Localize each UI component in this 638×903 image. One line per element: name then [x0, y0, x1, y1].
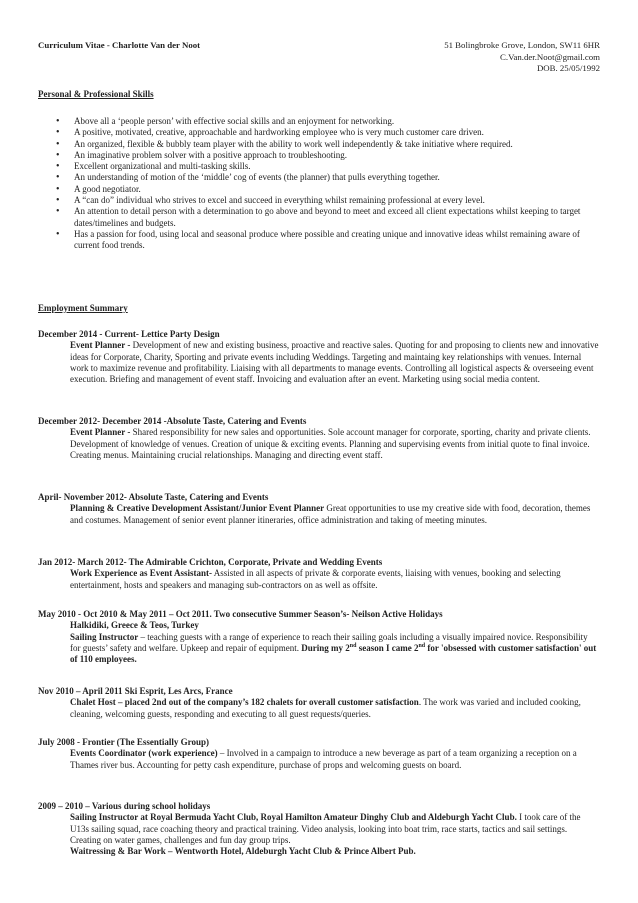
job-entry [38, 801, 600, 857]
job-role: Event Planner - [70, 427, 131, 438]
job-location: Halkidiki, Greece & Teos, Turkey [70, 620, 199, 631]
skill-item: • A “can do” individual who strives to excel and succeed in everything whilst remaining professional at every level. [38, 195, 598, 206]
employment-title: Employment Summary [38, 303, 128, 313]
job-achievement: for 'obsessed with customer satisfaction' out of 110 employees. [70, 642, 597, 665]
skill-item: • An imaginative problem solver with a positive approach to troubleshooting. [38, 150, 598, 161]
skill-item: • A good negotiator. [38, 184, 598, 195]
skill-item: • A positive, motivated, creative, approachable and hardworking employee who is very much customer care driven. [38, 127, 598, 138]
job-heading: December 2012- December 2014 -Absolute Taste, Catering and Events [38, 416, 307, 426]
skill-item: • Has a passion for food, using local and seasonal produce where possible and creating unique and innovative ideas whilst remaining aware of current food trends. [38, 229, 598, 252]
job-entry [38, 329, 600, 385]
job-entry [38, 492, 600, 526]
job-role: Waitressing & Bar Work – Wentworth Hotel, Aldeburgh Yacht Club & Prince Albert Pub. [70, 846, 416, 857]
job-role: Planning & Creative Development Assistant/Junior Event Planner [70, 503, 325, 514]
skills-title: Personal & Professional Skills [38, 89, 154, 99]
job-description: . The work was varied and included cooking, cleaning, welcoming guests, responding and executing to all guest requests/queries. [70, 697, 581, 719]
job-description: I took care of the U13s sailing squad, race coaching theory and practical training. Video analysis, looking into boat trim, race starts, tactics and sail settings. Creating on water games, challenges and fun day group trips. [70, 812, 581, 845]
job-heading: April- November 2012- Absolute Taste, Catering and Events [38, 492, 269, 502]
job-description: Assisted in all aspects of private & corporate events, liaising with venues, booking and selecting entertainment, hosts and speakers and managing sub-contractors on as well as offsite. [70, 568, 561, 590]
job-description: Great opportunities to use my creative side with food, decoration, themes and costumes. Management of senior event planner itineraries, office administration and taking of meeting minutes. [70, 503, 591, 525]
job-role: Sailing Instructor at Royal Bermuda Yacht Club, Royal Hamilton Amateur Dinghy Club and Aldeburgh Yacht Club. [70, 812, 517, 823]
job-role: Events Coordinator (work experience) [70, 748, 218, 759]
job-heading: Jan 2012- March 2012- The Admirable Crichton, Corporate, Private and Wedding Events [38, 557, 383, 567]
skill-item: • Excellent organizational and multi-tasking skills. [38, 161, 598, 172]
job-role: Chalet Host – placed 2nd out of the company’s 182 chalets for overall customer satisfaction [70, 697, 419, 708]
job-entry [38, 557, 600, 591]
job-heading: July 2008 - Frontier (The Essentially Group) [38, 737, 210, 747]
skill-item: • An understanding of motion of the ‘middle’ cog of events (the planner) that pulls everything together. [38, 172, 598, 183]
email: C.Van.der.Noot@gmail.com [500, 51, 600, 62]
skill-item: • Above all a ‘people person’ with effective social skills and an enjoyment for networking. [38, 116, 598, 127]
job-role: Sailing Instructor [70, 631, 139, 642]
skill-item: • An attention to detail person with a determination to go above and beyond to meet and exceed all client expectations whilst keeping to target dates/timelines and budgets. [38, 206, 598, 229]
job-entry: May 2010 - Oct 2010 & May 2011 – Oct 2011. Two consecutive Summer Season’s- Neilson Active Holidays Halkidiki, Greece & Teos, Turkey Sailing Instructor – teaching guests with a range of experience to reach their sailing goals including a visually impaired novice. Responsibility for guests’ safety and welfare. Upkeep and repair of equipment. During my 2nd season I came 2nd for 'obsessed with customer satisfaction' out of 110 employees. [38, 609, 600, 665]
job-description: – teaching guests with a range of experience to reach their sailing goals including a visually impaired novice. Responsibility for guests’ safety and welfare. Upkeep and repair of equipment. [70, 631, 588, 653]
job-heading: 2009 – 2010 – Various during school holidays [38, 801, 211, 811]
address: 51 Bolingbroke Grove, London, SW11 6HR [444, 40, 600, 50]
job-heading: Nov 2010 – April 2011 Ski Esprit, Les Arcs, France [38, 686, 233, 696]
job-entry [38, 416, 600, 461]
job-role: Event Planner - [70, 340, 131, 351]
job-heading: December 2014 - Current- Lettice Party Design [38, 329, 220, 339]
job-entry [38, 686, 600, 720]
job-description: Shared responsibility for new sales and opportunities. Sole account manager for corporate, sporting, charity and private clients. Development of knowledge of venues. Creation of unique & exciting events. Planning and supervising events from initial quote to final invoice. Creating menus. Maintaining crucial relationships. Managing and directing event staff. [70, 427, 591, 460]
job-description: – Involved in a campaign to introduce a new beverage as part of a team organizing a reception on a Thames river bus. Accounting for petty cash expenditure, purchase of props and welcoming guests on board. [70, 748, 577, 770]
job-entry [38, 737, 600, 771]
skills-list [38, 116, 598, 252]
cv-title: Curriculum Vitae - Charlotte Van der Noot [38, 40, 201, 50]
job-description: Development of new and existing business, proactive and reactive sales. Quoting for and proposing to clients new and innovative ideas for Corporate, Charity, Sporting and private events including Weddings. Targeting and maintaing key relationships with venues. Internal work to maximize revenue and profitability. Liaising with all departments to manage events. Controlling all logistical aspects & overseeing event execution. Briefing and management of event staff. Invoicing and evaluation after an event. Marketing using social media content. [70, 340, 599, 385]
job-heading: May 2010 - Oct 2010 & May 2011 – Oct 2011. Two consecutive Summer Season’s- Neilson Active Holidays [38, 609, 443, 619]
contact-block [444, 40, 600, 75]
skill-item: • An organized, flexible & bubbly team player with the ability to work well independently & take initiative where required. [38, 139, 598, 150]
job-role: Work Experience as Event Assistant- [70, 568, 213, 579]
date-of-birth: DOB. 25/05/1992 [536, 63, 600, 73]
